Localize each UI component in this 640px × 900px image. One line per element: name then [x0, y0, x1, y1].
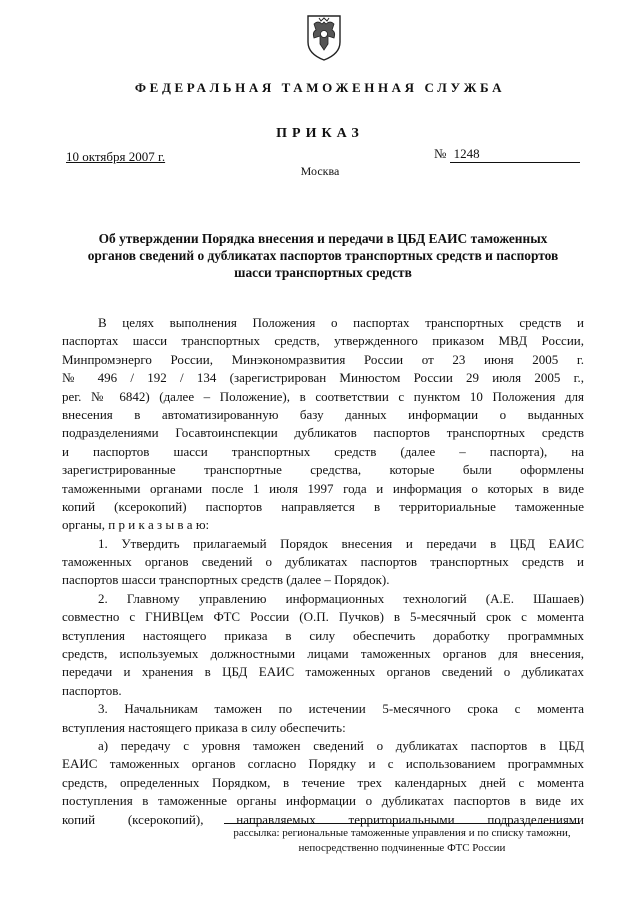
- body-line: передачи и хранения в ЦБД ЕАИС таможенных органов сведений о дубликатах: [62, 664, 584, 680]
- body-line: средств, определенных Порядком, в течение трех календарных дней с момента: [62, 774, 584, 790]
- order-number-label: №: [434, 146, 447, 161]
- body-line: ЕАИС таможенных органов согласно Порядку и с использованием программных: [62, 756, 584, 772]
- document-body: [62, 314, 584, 829]
- distribution-line: непосредственно подчиненные ФТС России: [298, 842, 506, 854]
- footer-divider: [224, 823, 580, 824]
- body-line: таможенными органами после 1 июля 1997 года и информация о которых в виде: [62, 480, 584, 496]
- body-line: копий (ксерокопий) паспортов направляется в территориальные таможенные: [62, 498, 584, 514]
- coat-of-arms-emblem: [302, 12, 346, 62]
- body-line: зарегистрированные транспортные средства, которые были оформлены: [62, 462, 584, 478]
- body-line: вступления настоящего приказа в силу обеспечить:: [62, 719, 346, 735]
- document-title: [70, 230, 576, 281]
- body-line: средств, используемых должностными лицами таможенных органов для внесения,: [62, 646, 584, 662]
- order-number-value: 1248: [450, 146, 580, 163]
- title-line: шасси транспортных средств: [234, 265, 412, 280]
- body-line: Минпромэнерго России, Минэкономразвития России от 23 июня 2005 г.: [62, 351, 584, 367]
- body-line: паспортов.: [62, 682, 122, 698]
- body-line: вступления настоящего приказа в силу обеспечить доработку программных: [62, 627, 584, 643]
- body-line: таможенных органов сведений о дубликатах паспортов транспортных средств и: [62, 554, 584, 570]
- body-line: поступления в таможенные органы информации о дубликатах паспортов в виде их: [62, 793, 584, 809]
- title-line: Об утверждении Порядка внесения и передачи в ЦБД ЕАИС таможенных: [98, 231, 548, 246]
- title-line: органов сведений о дубликатах паспортов транспортных средств и паспортов: [87, 248, 559, 263]
- body-line: рег. № 6842) (далее – Положение), в соответствии с пунктом 10 Положения для: [62, 388, 584, 404]
- body-line: органы, п р и к а з ы в а ю:: [62, 517, 210, 533]
- body-line: подразделениями Госавтоинспекции дубликатов паспортов транспортных средств: [62, 425, 584, 441]
- body-line: и паспортов шасси транспортных средств (далее – паспорта), на: [62, 443, 584, 459]
- body-line: 2. Главному управлению информационных технологий (А.Е. Шашаев): [98, 590, 584, 606]
- body-line: копий (ксерокопий), направляемых территориальными подразделениями: [62, 811, 584, 827]
- body-line: паспортах шасси транспортных средств, утвержденного приказом МВД России,: [62, 333, 584, 349]
- body-line: 3. Начальникам таможен по истечении 5-месячного срока с момента: [98, 701, 584, 717]
- agency-name: ФЕДЕРАЛЬНАЯ ТАМОЖЕННАЯ СЛУЖБА: [134, 80, 506, 95]
- distribution-list: [224, 826, 580, 856]
- body-line: В целях выполнения Положения о паспортах транспортных средств и: [98, 315, 584, 330]
- order-number: [434, 146, 580, 163]
- body-line: паспортов шасси транспортных средств (далее – Порядок).: [62, 572, 390, 588]
- body-line: совместно с ГНИВЦем ФТС России (О.П. Пучков) в 5-месячный срок с момента: [62, 609, 584, 625]
- city: Москва: [300, 164, 340, 178]
- body-line: № 496 / 192 / 134 (зарегистрирован Минюстом России 29 июля 2005 г.,: [62, 370, 584, 386]
- body-line: внесения в автоматизированную базу данных информации о выданных: [62, 406, 584, 422]
- distribution-line: рассылка: региональные таможенные управления и по списку таможни,: [233, 827, 571, 839]
- body-line: 1. Утвердить прилагаемый Порядок внесения и передачи в ЦБД ЕАИС: [98, 535, 584, 551]
- order-heading: ПРИКАЗ: [276, 126, 364, 141]
- body-line: а) передачу с уровня таможен сведений о дубликатах паспортов в ЦБД: [98, 737, 584, 753]
- order-date: 10 октября 2007 г.: [66, 149, 166, 164]
